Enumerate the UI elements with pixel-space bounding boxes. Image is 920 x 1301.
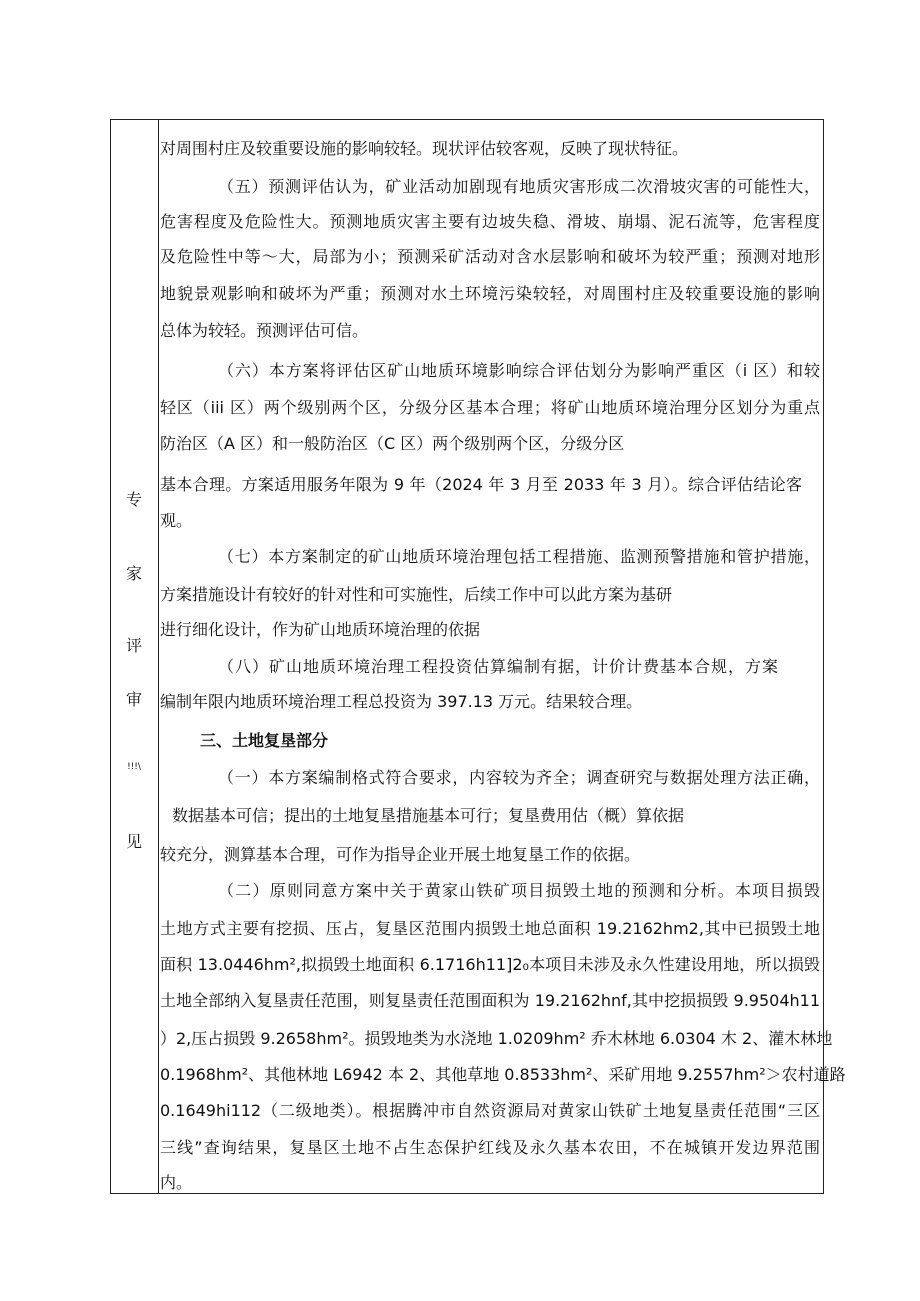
paragraph-line: 三线”查询结果，复垦区土地不占生态保护红线及永久基本农田，不在城镇开发边界范围 xyxy=(160,1138,820,1157)
paragraph-line: 观。 xyxy=(160,511,193,530)
paragraph-line: 及危险性中等～大，局部为小；预测采矿活动对含水层影响和破坏为较严重；预测对地形 xyxy=(160,247,820,266)
paragraph-line: 土地全部纳入复垦责任范围，则复垦责任范围面积为 19.2162hnf,其中挖损损毁 9.9504h11 xyxy=(160,991,820,1010)
paragraph-line: （六）本方案将评估区矿山地质环境影响综合评估划分为影响严重区（i 区）和较 xyxy=(218,361,820,380)
side-label-char: 审 xyxy=(125,690,142,709)
paragraph-line: 对周围村庄及较重要设施的影响较轻。现状评估较客观，反映了现状特征。 xyxy=(160,139,689,158)
paragraph-line: 0.1968hm²、其他林地 L6942 本 2、其他草地 0.8533hm²、采矿用地 9.2557hm²＞农村道路 xyxy=(160,1065,846,1084)
paragraph-line: （二）原则同意方案中关于黄家山铁矿项目损毁土地的预测和分析。本项目损毁 xyxy=(218,881,820,900)
paragraph-line: 基本合理。方案适用服务年限为 9 年（2024 年 3 月至 2033 年 3 月）。综合评估结论客 xyxy=(160,475,802,494)
paragraph-line: 内。 xyxy=(160,1173,193,1192)
paragraph-line: 0.1649hi112（二级地类）。根据腾冲市自然资源局对黄家山铁矿土地复垦责任范围“三区 xyxy=(160,1101,820,1120)
side-label-char: !!!\ xyxy=(127,762,141,772)
paragraph-line: 地貌景观影响和破坏为严重；预测对水土环境污染较轻，对周围村庄及较重要设施的影响 xyxy=(160,284,820,303)
paragraph-line: 危害程度及危险性大。预测地质灾害主要有边坡失稳、滑坡、崩塌、泥石流等，危害程度 xyxy=(160,212,820,231)
paragraph-line: （五）预测评估认为，矿业活动加剧现有地质灾害形成二次滑坡灾害的可能性大， xyxy=(218,177,820,196)
paragraph-line: 编制年限内地质环境治理工程总投资为 397.13 万元。结果较合理。 xyxy=(160,692,643,711)
paragraph-line: 较充分，测算基本合理，可作为指导企业开展土地复垦工作的依据。 xyxy=(160,845,641,864)
paragraph-line: （八）矿山地质环境治理工程投资估算编制有据，计价计费基本合规，方案 xyxy=(218,657,778,676)
paragraph-line: ）2,压占损毁 9.2658hm²。损毁地类为水浇地 1.0209hm² 乔木林地 6.0304 木 2、灌木林地 xyxy=(160,1029,833,1048)
paragraph-line: 面积 13.0446hm²,拟损毁土地面积 6.1716h11]2₀本项目未涉及永久性建设用地，所以损毁 xyxy=(160,955,820,974)
side-label-char: 见 xyxy=(125,832,142,851)
paragraph-line: （一）本方案编制格式符合要求，内容较为齐全；调查研究与数据处理方法正确， xyxy=(218,768,820,787)
paragraph-line: 数据基本可信；提出的土地复垦措施基本可行；复垦费用估（概）算依据 xyxy=(172,806,685,825)
paragraph-line: （七）本方案制定的矿山地质环境治理包括工程措施、监测预警措施和管护措施， xyxy=(218,547,820,566)
paragraph-line: 进行细化设计，作为矿山地质环境治理的依据 xyxy=(160,620,481,639)
side-label-char: 评 xyxy=(125,636,142,655)
column-divider xyxy=(158,119,159,1194)
paragraph-line: 方案措施设计有较好的针对性和可实施性，后续工作中可以此方案为基研 xyxy=(160,585,673,604)
paragraph-line: 轻区（iii 区）两个级别两个区，分级分区基本合理；将矿山地质环境治理分区划分为重点 xyxy=(160,398,820,417)
side-label-char: 专 xyxy=(125,490,142,509)
paragraph-line: 土地方式主要有挖损、压占，复垦区范围内损毁土地总面积 19.2162hm2,其中已损毁土地 xyxy=(160,919,820,938)
paragraph-line: 防治区（A 区）和一般防治区（C 区）两个级别两个区，分级分区 xyxy=(160,434,625,453)
section-heading: 三、土地复垦部分 xyxy=(200,731,329,750)
paragraph-line: 总体为较轻。预测评估可信。 xyxy=(160,321,369,340)
side-label-char: 家 xyxy=(125,564,142,583)
